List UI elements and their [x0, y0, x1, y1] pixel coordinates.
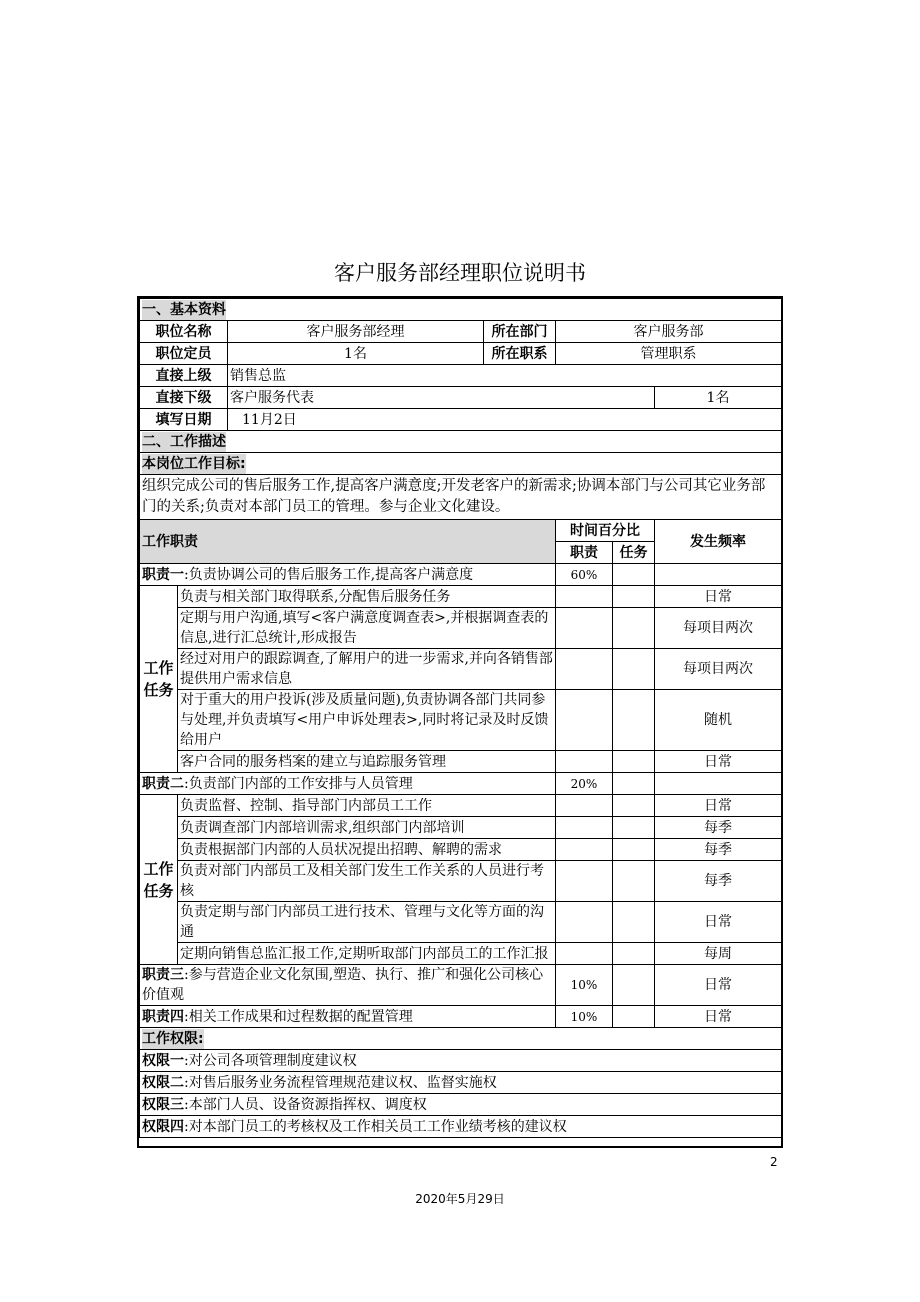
- direct-superior-value: 销售总监: [228, 365, 782, 387]
- duty-2-task-4-freq: 每季: [655, 861, 782, 902]
- duty-4-percent: 10%: [556, 1006, 613, 1028]
- duty-3: 职责三:参与营造企业文化氛围,塑造、执行、推广和强化公司核心价值观: [140, 965, 556, 1006]
- authority-3: 权限三:本部门人员、设备资源指挥权、调度权: [140, 1094, 782, 1116]
- duty-1-task-3-freq: 每项目两次: [655, 649, 782, 690]
- duty-2: 职责二:负责部门内部的工作安排与人员管理: [140, 773, 556, 795]
- duty-2-task-2-freq: 每季: [655, 817, 782, 839]
- position-name-value: 客户服务部经理: [228, 321, 484, 343]
- job-series-value: 管理职系: [556, 343, 782, 365]
- department-value: 客户服务部: [556, 321, 782, 343]
- duty-2-task-3-freq: 每季: [655, 839, 782, 861]
- position-quota-label: 职位定员: [140, 343, 228, 365]
- duty-4-freq: 日常: [655, 1006, 782, 1028]
- duty-1-task-2-freq: 每项目两次: [655, 608, 782, 649]
- duty-2-task-3: 负责根据部门内部的人员状况提出招聘、解聘的需求: [178, 839, 556, 861]
- duty-1-task-4-freq: 随机: [655, 690, 782, 751]
- duty-2-task-5: 负责定期与部门内部员工进行技术、管理与文化等方面的沟通: [178, 902, 556, 943]
- position-quota-value: 1名: [228, 343, 484, 365]
- duty-header: 工作职责: [140, 520, 556, 564]
- duty-1-percent: 60%: [556, 564, 613, 586]
- position-name-label: 职位名称: [140, 321, 228, 343]
- duty-1: 职责一:负责协调公司的售后服务工作,提高客户满意度: [140, 564, 556, 586]
- duty-1-task-1-freq: 日常: [655, 586, 782, 608]
- direct-subordinate-value: 客户服务代表: [228, 387, 655, 409]
- authority-2: 权限二:对售后服务业务流程管理规范建议权、监督实施权: [140, 1072, 782, 1094]
- duty-percent-header: 职责: [556, 542, 613, 564]
- frequency-header: 发生频率: [655, 520, 782, 564]
- task-percent-header: 任务: [613, 542, 655, 564]
- duty-2-task-5-freq: 日常: [655, 902, 782, 943]
- fill-date-value: 11月2日: [228, 409, 782, 431]
- document-title: 客户服务部经理职位说明书: [334, 261, 586, 285]
- duty-3-percent: 10%: [556, 965, 613, 1006]
- authority-4: 权限四:对本部门员工的考核权及工作相关员工工作业绩考核的建议权: [140, 1116, 782, 1138]
- direct-subordinate-label: 直接下级: [140, 387, 228, 409]
- duty-1-task-5-freq: 日常: [655, 751, 782, 773]
- task-group-2-label: 工作任务: [140, 795, 178, 965]
- job-goal-text: 组织完成公司的售后服务工作,提高客户满意度;开发老客户的新需求;协调本部门与公司其它业务部门的关系;负责对本部门员工的管理。参与企业文化建设。: [140, 475, 782, 520]
- direct-superior-label: 直接上级: [140, 365, 228, 387]
- duty-1-task-1: 负责与相关部门取得联系,分配售后服务任务: [178, 586, 556, 608]
- section-basic-info: 一、基本资料: [140, 299, 782, 321]
- footer-date: 2020年5月29日: [415, 1192, 505, 1206]
- department-label: 所在部门: [484, 321, 556, 343]
- duty-2-task-1-freq: 日常: [655, 795, 782, 817]
- duty-4: 职责四:相关工作成果和过程数据的配置管理: [140, 1006, 556, 1028]
- duty-2-task-2: 负责调查部门内部培训需求,组织部门内部培训: [178, 817, 556, 839]
- authority-label: 工作权限:: [140, 1028, 782, 1050]
- page-number: 2: [770, 1155, 778, 1169]
- fill-date-label: 填写日期: [140, 409, 228, 431]
- job-series-label: 所在职系: [484, 343, 556, 365]
- duty-2-task-1: 负责监督、控制、指导部门内部员工工作: [178, 795, 556, 817]
- job-description-table: [137, 296, 783, 1148]
- section-work-description: 二、工作描述: [140, 431, 782, 453]
- authority-1: 权限一:对公司各项管理制度建议权: [140, 1050, 782, 1072]
- duty-1-task-4: 对于重大的用户投诉(涉及质量问题),负责协调各部门共同参与处理,并负责填写<用户申诉处理表>,同时将记录及时反馈给用户: [178, 690, 556, 751]
- duty-2-task-4: 负责对部门内部员工及相关部门发生工作关系的人员进行考核: [178, 861, 556, 902]
- duty-2-task-6-freq: 每周: [655, 943, 782, 965]
- duty-1-task-5: 客户合同的服务档案的建立与追踪服务管理: [178, 751, 556, 773]
- duty-2-percent: 20%: [556, 773, 613, 795]
- job-goal-label: 本岗位工作目标:: [140, 453, 782, 475]
- duty-2-task-6: 定期向销售总监汇报工作,定期听取部门内部员工的工作汇报: [178, 943, 556, 965]
- task-group-1-label: 工作任务: [140, 586, 178, 773]
- time-percent-header: 时间百分比: [556, 520, 655, 542]
- duty-1-task-3: 经过对用户的跟踪调查,了解用户的进一步需求,并向各销售部提供用户需求信息: [178, 649, 556, 690]
- direct-subordinate-count: 1名: [655, 387, 782, 409]
- duty-1-task-2: 定期与用户沟通,填写<客户满意度调查表>,并根据调查表的信息,进行汇总统计,形成报告: [178, 608, 556, 649]
- duty-3-freq: 日常: [655, 965, 782, 1006]
